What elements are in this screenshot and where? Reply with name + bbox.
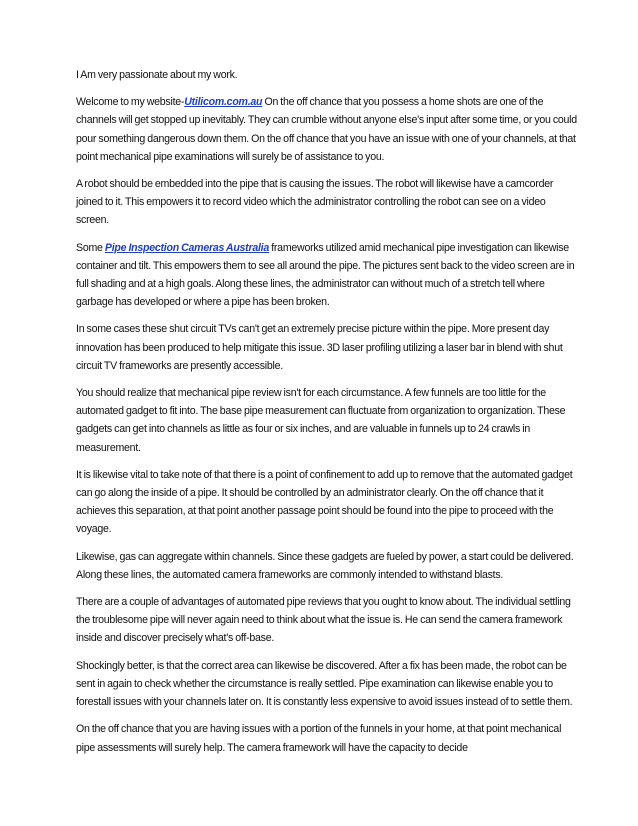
cameras-text-before: Some xyxy=(76,241,105,254)
paragraph-closing: On the off chance that you are having issues with a portion of the funnels in your home, at that point mechanical pipe assessments will surely help. The camera framework will have the capacity to decide xyxy=(76,723,562,754)
welcome-text-before: Welcome to my website- xyxy=(76,96,185,109)
pipe-inspection-cameras-link[interactable]: Pipe Inspection Cameras Australia xyxy=(104,241,270,254)
paragraph-welcome xyxy=(76,93,578,166)
welcome-text-after: On the off chance that you possess a home shots are one of the channels will get stopped up inevitably. They can crumble without anyone else's input after some time, or you could pour something dangerous down them. On the off chance that you have an issue with one of your channels, at that point mechanical pipe examinations will surely be of assistance to you. xyxy=(76,96,577,163)
paragraph-circumstance: You should realize that mechanical pipe review isn't for each circumstance. A few funnels are too little for the automated gadget to fit into. The base pipe measurement can fluctuate from organization to organization. These gadgets can get into channels as little as four or six inches, and are valuable in funnels up to 24 crawls in measurement. xyxy=(76,387,566,454)
paragraph-location: Shockingly better, is that the correct area can likewise be discovered. After a fix has been made, the robot can be sent in again to check whether the circumstance is really settled. Pipe examination can likewise enable you to forestall issues with your channels later on. It is constantly less expensive to avoid issues instead of to settle them. xyxy=(76,659,573,709)
paragraph-confinement: It is likewise vital to take note of that there is a point of confinement to add up to remove that the automated gadget can go along the inside of a pipe. It should be controlled by an administrator clearly. On the off chance that it achieves this separation, at that point another passage point should be found into the pipe to proceed with the voyage. xyxy=(76,468,573,536)
paragraph-intro: I Am very passionate about my work. xyxy=(76,69,238,81)
paragraph-advantages: There are a couple of advantages of automated pipe reviews that you ought to know about. The individual settling the troublesome pipe will never again need to think about what the issue is. He can send the camera framework inside and discover precisely what's off-base. xyxy=(76,596,571,645)
cameras-text-after: frameworks utilized amid mechanical pipe investigation can likewise container and tilt. This empowers them to see all around the pipe. The pictures sent back to the video screen are in full shading and at a high goals. Along these lines, the administrator can without much of a stretch tell where garbage has developed or where a pipe has been broken. xyxy=(76,241,575,309)
paragraph-robot: A robot should be embedded into the pipe that is causing the issues. The robot will likewise have a camcorder joined to it. This empowers it to record video which the administrator controlling the robot can see on a video screen. xyxy=(76,178,554,227)
paragraph-gas: Likewise, gas can aggregate within channels. Since these gadgets are fueled by power, a start could be delivered. Along these lines, the automated camera frameworks are commonly intended to withstand blasts. xyxy=(76,550,574,581)
utilicom-link[interactable]: Utilicom.com.au xyxy=(184,96,263,109)
paragraph-cctv: In some cases these shut circuit TVs can't get an extremely precise picture within the pipe. More present day innovation has been produced to help mitigate this issue. 3D laser profiling utilizing a laser bar in blend with shut circuit TV frameworks are presently accessible. xyxy=(76,323,563,372)
paragraph-cameras xyxy=(76,239,578,312)
